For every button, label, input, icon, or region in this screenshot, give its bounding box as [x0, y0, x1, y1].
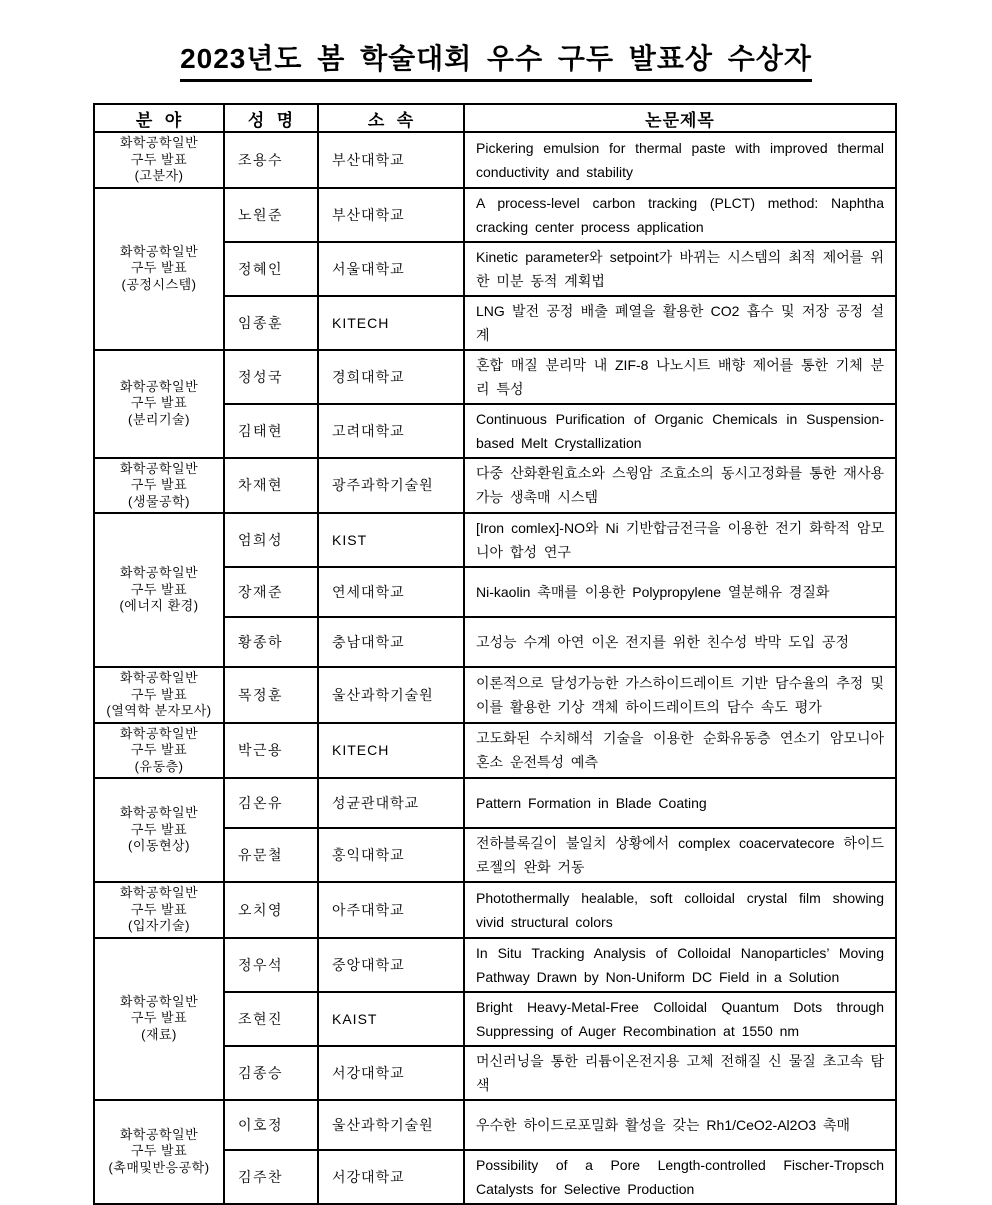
header-row [94, 104, 896, 132]
affiliation-cell: 성균관대학교 [318, 778, 464, 828]
paper-title-cell: 고도화된 수치해석 기술을 이용한 순화유동층 연소기 암모니아 혼소 운전특성 예측 [464, 723, 896, 779]
paper-title-cell: Kinetic parameter와 setpoint가 바뀌는 시스템의 최적 제어를 위한 미분 동적 계획법 [464, 242, 896, 296]
name-cell: 유문철 [224, 828, 318, 882]
affiliation-cell: 중앙대학교 [318, 938, 464, 992]
table-row [94, 723, 896, 779]
name-cell: 박근용 [224, 723, 318, 779]
paper-title-cell: 이론적으로 달성가능한 가스하이드레이트 기반 담수율의 추정 및 이를 활용한 기상 객체 하이드레이트의 담수 속도 평가 [464, 667, 896, 723]
paper-title-cell: 고성능 수계 아연 이온 전지를 위한 친수성 박막 도입 공정 [464, 617, 896, 667]
field-line: 구두 발표 [130, 581, 188, 597]
name-cell: 오치영 [224, 882, 318, 938]
affiliation-cell: 고려대학교 [318, 404, 464, 458]
field-line: (열역학 분자모사) [106, 703, 212, 718]
field-line: 구두 발표 [130, 1143, 188, 1159]
field-line: (에너지 환경) [119, 598, 199, 614]
field-line: 화학공학일반 [119, 670, 199, 685]
paper-title-cell: Photothermally healable, soft colloidal crystal film showing vivid structural colors [464, 882, 896, 938]
field-cell [94, 778, 224, 882]
field-cell [94, 458, 224, 514]
field-cell [94, 132, 224, 188]
field-line: 구두 발표 [130, 901, 188, 917]
field-line: (고분자) [134, 168, 184, 183]
field-line: (입자기술) [128, 918, 190, 933]
name-cell: 김온유 [224, 778, 318, 828]
table-row [94, 513, 896, 567]
field-cell [94, 667, 224, 723]
paper-title-cell: 머신러닝을 통한 리튬이온전지용 고체 전해질 신 물질 초고속 탐색 [464, 1046, 896, 1100]
title-container [0, 0, 992, 82]
paper-title-cell: Bright Heavy-Metal-Free Colloidal Quantum Dots through Suppressing of Auger Recombination at 1550 nm [464, 992, 896, 1046]
affiliation-cell: KIST [318, 513, 464, 567]
name-cell: 김주찬 [224, 1150, 318, 1204]
name-cell: 노원준 [224, 188, 318, 242]
name-cell: 김태현 [224, 404, 318, 458]
affiliation-cell: 광주과학기술원 [318, 458, 464, 514]
column-header-field: 분 야 [94, 104, 224, 132]
paper-title-cell: Pattern Formation in Blade Coating [464, 778, 896, 828]
table-row [94, 1100, 896, 1150]
affiliation-cell: 부산대학교 [318, 132, 464, 188]
name-cell: 정우석 [224, 938, 318, 992]
field-line: 구두 발표 [130, 821, 188, 837]
field-line: (촉매및반응공학) [108, 1159, 210, 1175]
field-line: 화학공학일반 [119, 565, 199, 581]
name-cell: 정성국 [224, 350, 318, 404]
paper-title-cell: A process-level carbon tracking (PLCT) method: Naphtha cracking center process application [464, 188, 896, 242]
field-line: 구두 발표 [130, 1010, 188, 1026]
field-line: 구두 발표 [130, 686, 188, 702]
field-line: (유동층) [134, 758, 184, 774]
affiliation-cell: KAIST [318, 992, 464, 1046]
field-line: 구두 발표 [130, 395, 188, 411]
field-line: 화학공학일반 [119, 725, 199, 741]
paper-title-cell: In Situ Tracking Analysis of Colloidal Nanoparticles’ Moving Pathway Drawn by Non-Uniform DC Field in a Solution [464, 938, 896, 992]
paper-title-cell: Pickering emulsion for thermal paste with improved thermal conductivity and stability [464, 132, 896, 188]
field-line: 화학공학일반 [119, 378, 199, 394]
affiliation-cell: 울산과학기술원 [318, 1100, 464, 1150]
field-line: 화학공학일반 [119, 243, 199, 259]
field-line: (분리기술) [128, 411, 190, 427]
field-line: (이동현상) [128, 838, 190, 854]
awards-table [93, 103, 897, 1205]
field-line: (재료) [141, 1026, 177, 1042]
field-cell [94, 723, 224, 779]
affiliation-cell: KITECH [318, 723, 464, 779]
field-line: 화학공학일반 [119, 885, 199, 900]
table-row [94, 882, 896, 938]
table-row [94, 458, 896, 514]
column-header-paper: 논문제목 [464, 104, 896, 132]
field-line: (공정시스템) [121, 276, 197, 292]
field-cell [94, 882, 224, 938]
column-header-name: 성 명 [224, 104, 318, 132]
affiliation-cell: 울산과학기술원 [318, 667, 464, 723]
name-cell: 조현진 [224, 992, 318, 1046]
name-cell: 조용수 [224, 132, 318, 188]
affiliation-cell: 서울대학교 [318, 242, 464, 296]
field-line: 화학공학일반 [119, 1126, 199, 1142]
paper-title-cell: LNG 발전 공정 배출 폐열을 활용한 CO2 흡수 및 저장 공정 설계 [464, 296, 896, 350]
table-row [94, 132, 896, 188]
table-row [94, 938, 896, 992]
page-title: 2023년도 봄 학술대회 우수 구두 발표상 수상자 [180, 42, 812, 82]
affiliation-cell: 충남대학교 [318, 617, 464, 667]
name-cell: 황종하 [224, 617, 318, 667]
table-row [94, 778, 896, 828]
affiliation-cell: 아주대학교 [318, 882, 464, 938]
affiliation-cell: 경희대학교 [318, 350, 464, 404]
field-line: 구두 발표 [130, 477, 188, 492]
affiliation-cell: 부산대학교 [318, 188, 464, 242]
field-line: 화학공학일반 [119, 135, 199, 150]
paper-title-cell: Ni-kaolin 촉매를 이용한 Polypropylene 열분해유 경질화 [464, 567, 896, 617]
name-cell: 이호정 [224, 1100, 318, 1150]
table-row [94, 350, 896, 404]
field-line: 구두 발표 [130, 151, 188, 167]
paper-title-cell: 전하블록길이 불일치 상황에서 complex coacervatecore 하이드로젤의 완화 거동 [464, 828, 896, 882]
field-line: 구두 발표 [130, 742, 188, 757]
field-line: 화학공학일반 [119, 805, 199, 821]
field-line: 구두 발표 [130, 260, 188, 276]
paper-title-cell: 다중 산화환원효소와 스윙암 조효소의 동시고정화를 통한 재사용 가능 생촉매 시스템 [464, 458, 896, 514]
column-header-affiliation: 소 속 [318, 104, 464, 132]
field-line: 화학공학일반 [119, 993, 199, 1009]
affiliation-cell: KITECH [318, 296, 464, 350]
name-cell: 목정훈 [224, 667, 318, 723]
name-cell: 차재현 [224, 458, 318, 514]
affiliation-cell: 연세대학교 [318, 567, 464, 617]
affiliation-cell: 서강대학교 [318, 1046, 464, 1100]
paper-title-cell: [Iron comlex]-NO와 Ni 기반합금전극을 이용한 전기 화학적 암모니아 합성 연구 [464, 513, 896, 567]
table-row [94, 188, 896, 242]
paper-title-cell: Possibility of a Pore Length-controlled Fischer-Tropsch Catalysts for Selective Production [464, 1150, 896, 1204]
affiliation-cell: 홍익대학교 [318, 828, 464, 882]
name-cell: 임종훈 [224, 296, 318, 350]
paper-title-cell: 우수한 하이드로포밀화 활성을 갖는 Rh1/CeO2-Al2O3 촉매 [464, 1100, 896, 1150]
paper-title-cell: 혼합 매질 분리막 내 ZIF-8 나노시트 배향 제어를 통한 기체 분리 특성 [464, 350, 896, 404]
name-cell: 정혜인 [224, 242, 318, 296]
field-cell [94, 938, 224, 1100]
field-line: (생물공학) [128, 493, 190, 509]
field-cell [94, 350, 224, 458]
table-row [94, 667, 896, 723]
paper-title-cell: Continuous Purification of Organic Chemicals in Suspension-based Melt Crystallization [464, 404, 896, 458]
affiliation-cell: 서강대학교 [318, 1150, 464, 1204]
name-cell: 장재준 [224, 567, 318, 617]
field-cell [94, 188, 224, 350]
field-line: 화학공학일반 [119, 460, 199, 476]
name-cell: 김종승 [224, 1046, 318, 1100]
field-cell [94, 1100, 224, 1204]
field-cell [94, 513, 224, 667]
name-cell: 엄희성 [224, 513, 318, 567]
